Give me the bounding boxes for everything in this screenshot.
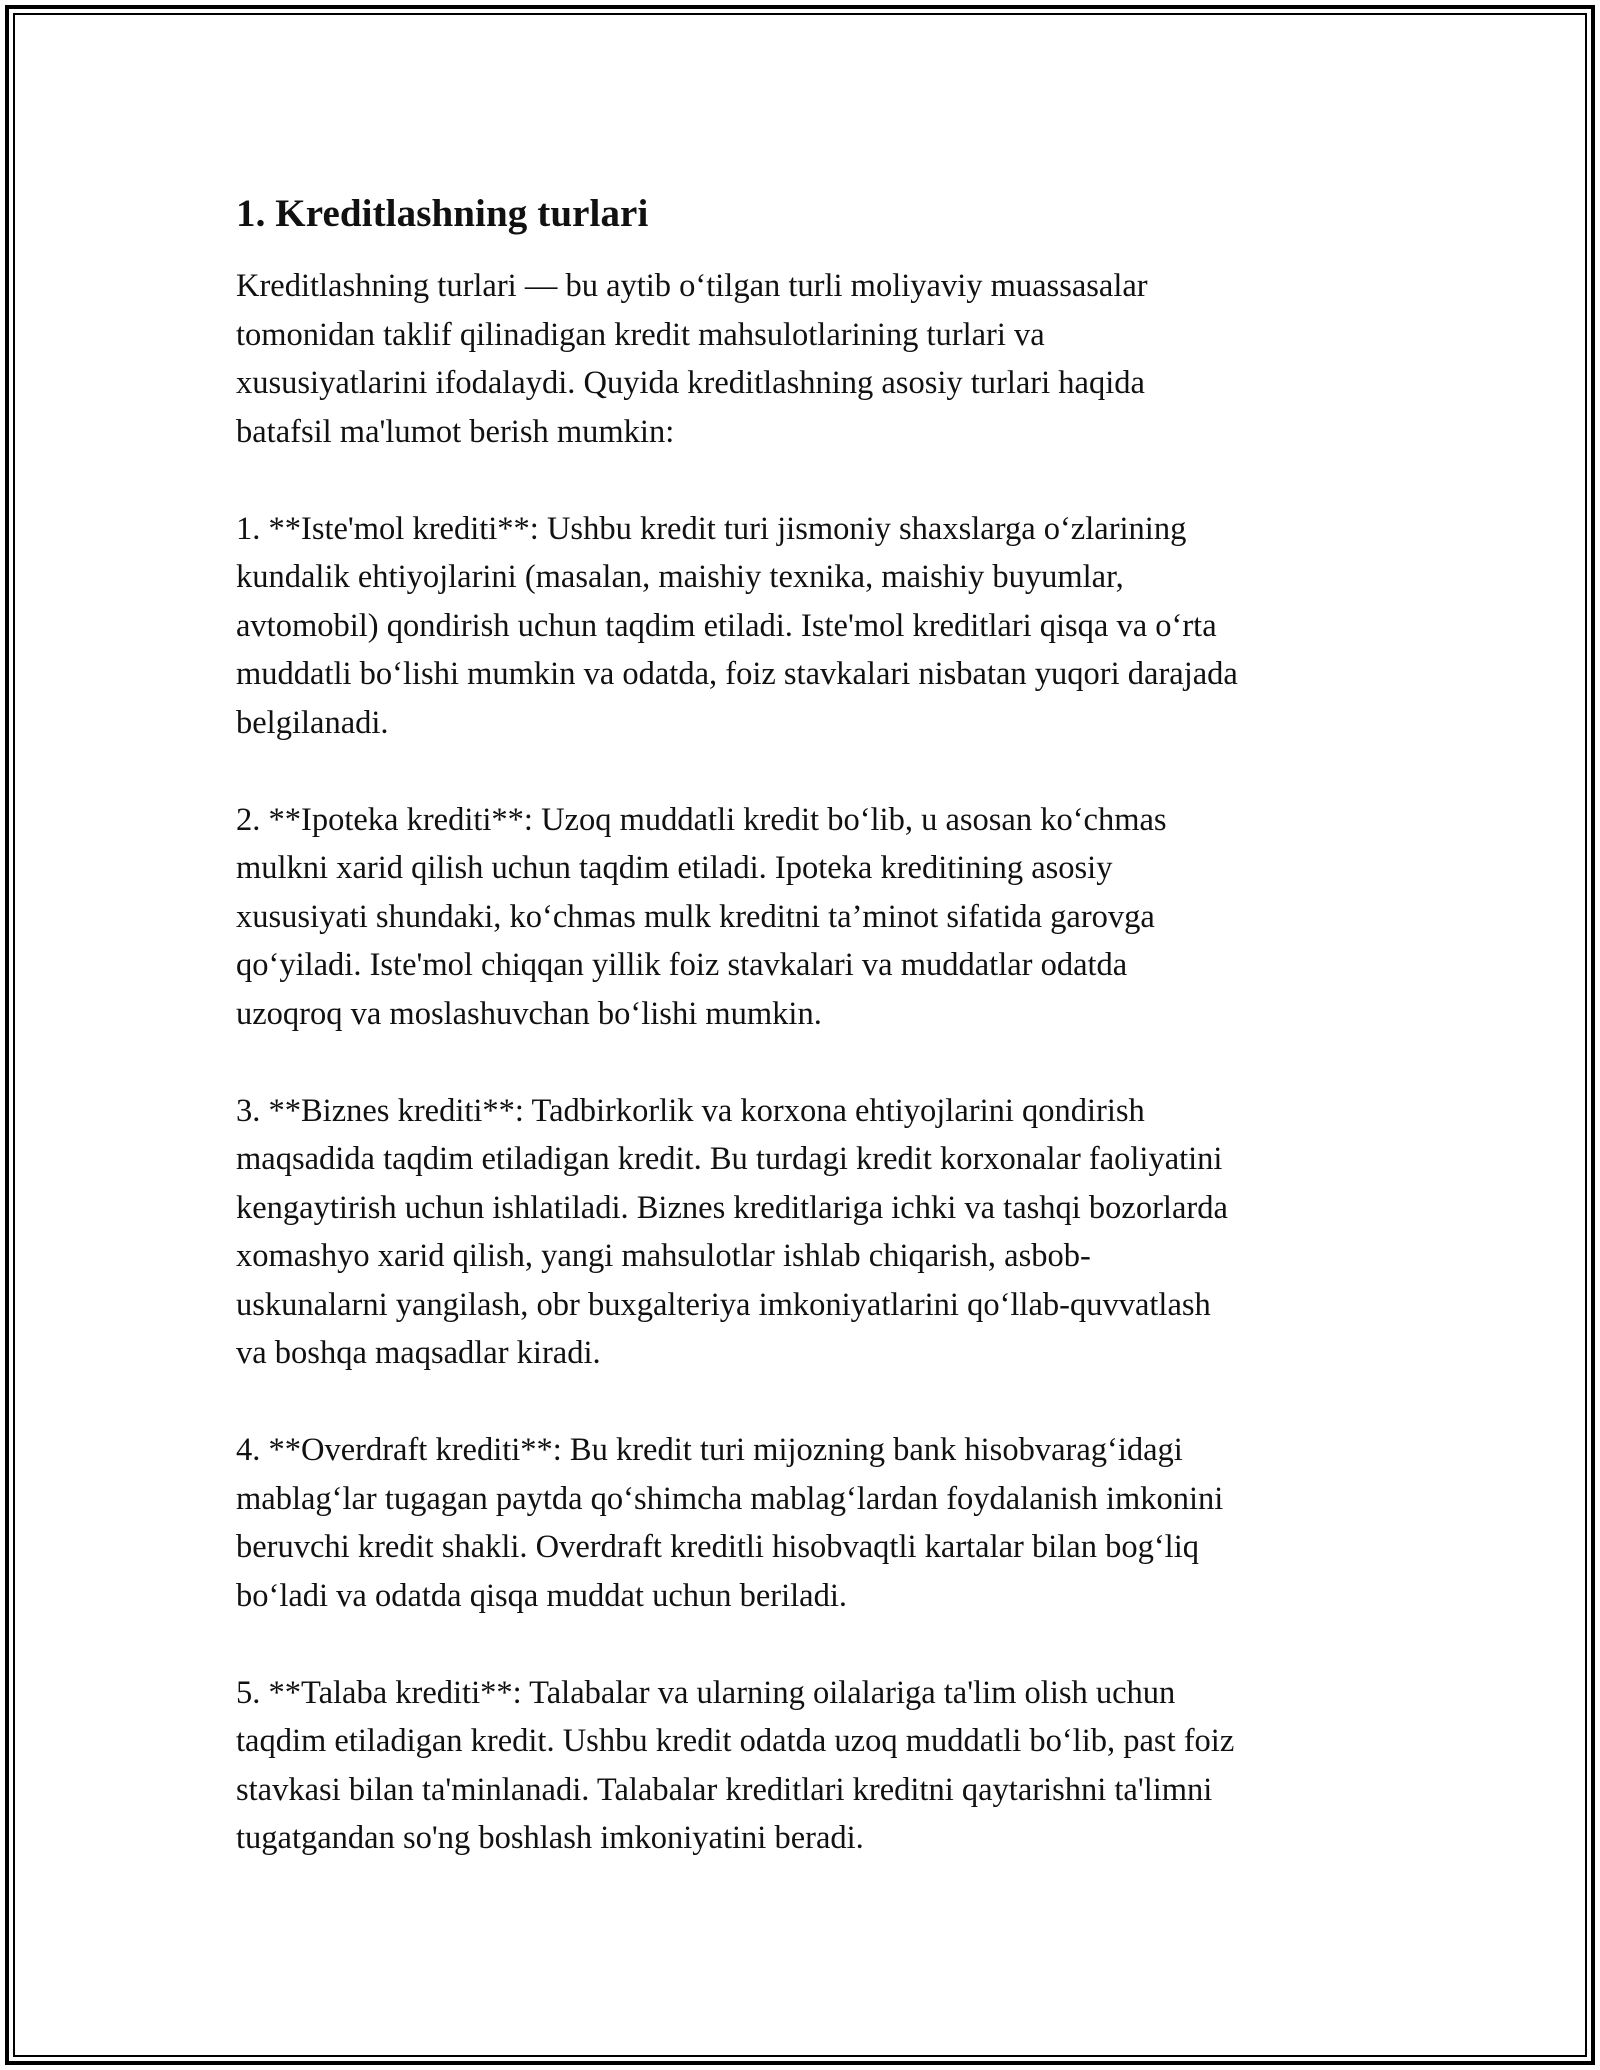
list-item-student-credit: 5. **Talaba krediti**: Talabalar va ularning oilalariga ta'lim olish uchun taqdim etiladigan kredit. Ushbu kredit odatda uzoq muddatli bo‘lib, past foiz stavkasi bilan ta'minlanadi. Talabalar kreditlari kreditni qaytarishni ta'limni tugatgandan so'ng boshlash imkoniyatini beradi. [236, 1674, 1235, 1856]
list-item-consumer-credit: 1. **Iste'mol krediti**: Ushbu kredit turi jismoniy shaxslarga o‘zlarining kundalik ehtiyojlarini (masalan, maishiy texnika, maishiy buyumlar, avtomobil) qondirish uchun taqdim etiladi. Iste'mol kreditlari qisqa va o‘rta muddatli bo‘lishi mumkin va odatda, foiz stavkalari nisbatan yuqori darajada belgilanadi. [236, 510, 1238, 741]
intro-paragraph: Kreditlashning turlari — bu aytib o‘tilgan turli moliyaviy muassasalar tomonidan taklif qilinadigan kredit mahsulotlarining turlari va xususiyatlarini ifodalaydi. Quyida kreditlashning asosiy turlari haqida batafsil ma'lumot berish mumkin: [236, 268, 1148, 450]
list-item-overdraft-credit: 4. **Overdraft krediti**: Bu kredit turi mijozning bank hisobvarag‘idagi mablag‘lar tugagan paytda qo‘shimcha mablag‘lardan foydalanish imkonini beruvchi kredit shakli. Overdraft kreditli hisobvaqtli kartalar bilan bog‘liq bo‘ladi va odatda qisqa muddat uchun beriladi. [236, 1432, 1224, 1614]
list-item-business-credit: 3. **Biznes krediti**: Tadbirkorlik va korxona ehtiyojlarini qondirish maqsadida taqdim etiladigan kredit. Bu turdagi kredit korxonalar faoliyatini kengaytirish uchun ishlatiladi. Biznes kreditlariga ichki va tashqi bozorlarda xomashyo xarid qilish, yangi mahsulotlar ishlab chiqarish, asbob- uskunalarni yangilash, obr buxgalteriya imkoniyatlarini qo‘llab-quvvatlash va boshqa maqsadlar kiradi. [236, 1092, 1228, 1371]
document-body [236, 188, 1376, 1863]
list-item-mortgage-credit: 2. **Ipoteka krediti**: Uzoq muddatli kredit bo‘lib, u asosan ko‘chmas mulkni xarid qilish uchun taqdim etiladi. Ipoteka kreditining asosiy xususiyati shundaki, ko‘chmas mulk kreditni ta’minot sifatida garovga qo‘yiladi. Iste'mol chiqqan yillik foiz stavkalari va muddatlar odatda uzoqroq va moslashuvchan bo‘lishi mumkin. [236, 801, 1167, 1032]
section-heading: 1. Kreditlashning turlari [236, 192, 649, 235]
